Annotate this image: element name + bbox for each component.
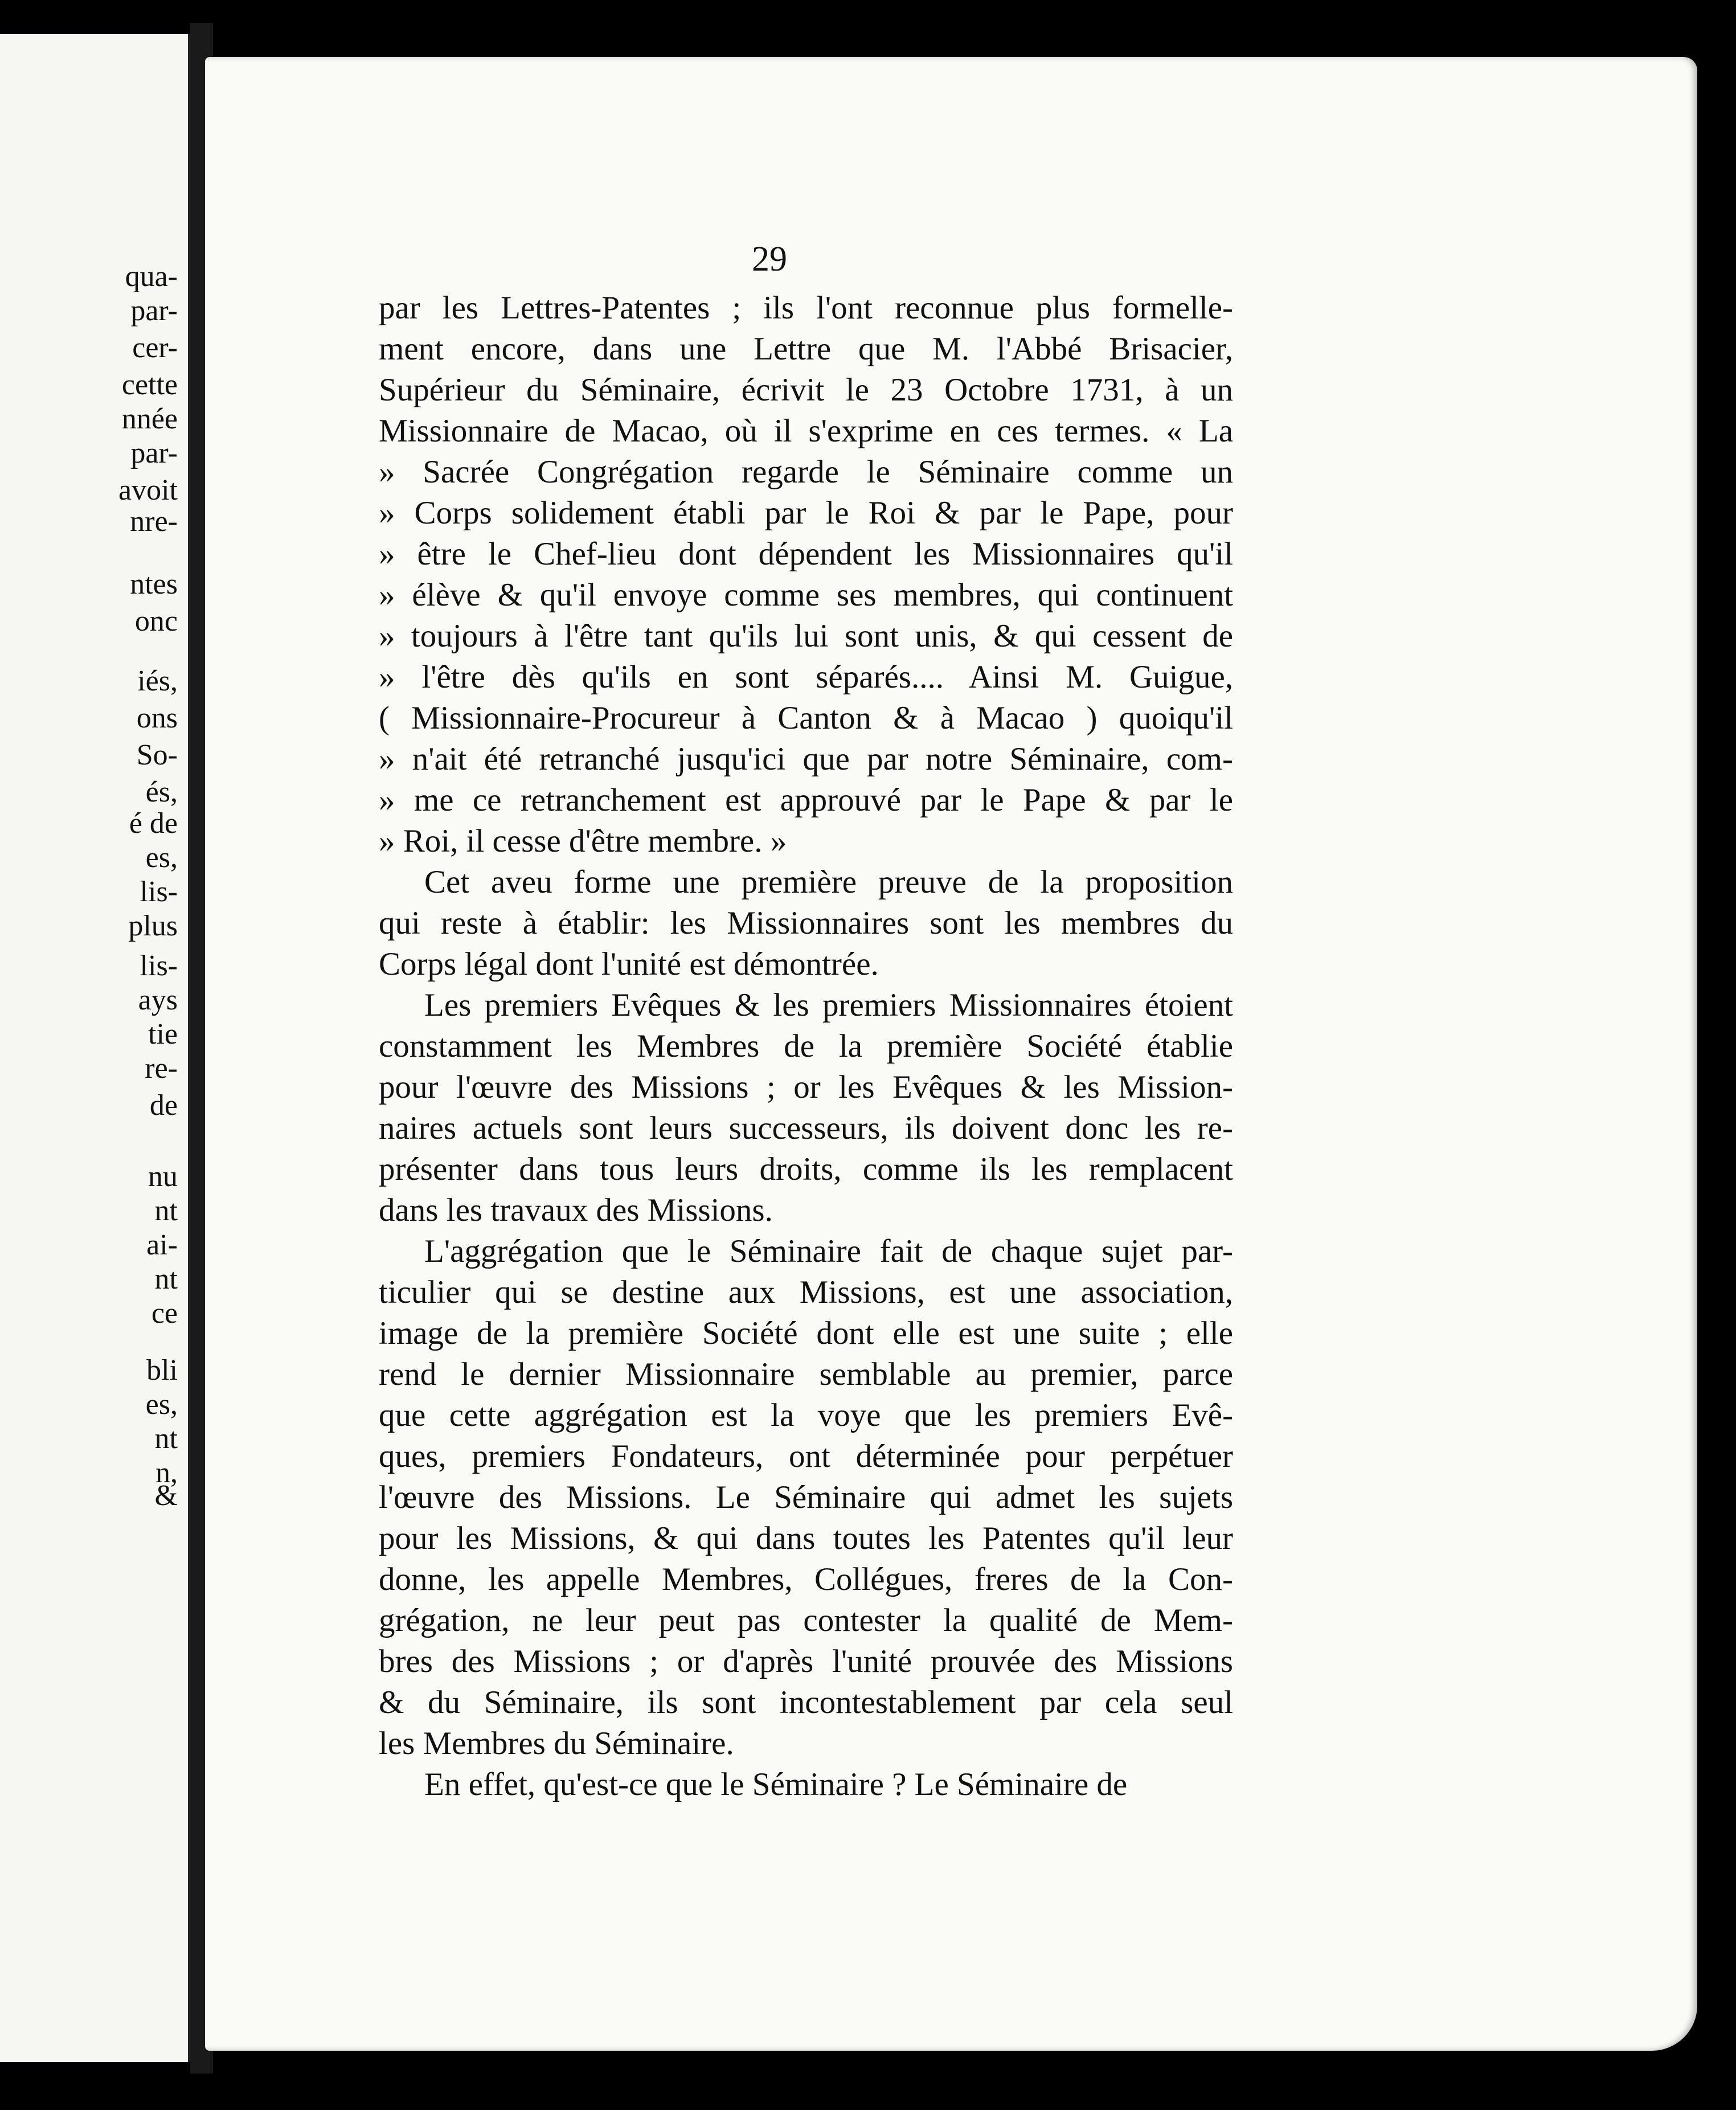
text-line: » être le Chef-lieu dont dépendent les Missionnaires qu'il [379,536,1233,572]
text-line: » toujours à l'être tant qu'ils lui sont unis, & qui cessent de [379,618,1233,654]
paragraph-start: Les premiers Evêques & les premiers Missionnaires étoient [424,987,1233,1023]
facing-page-fragment: ntes [130,568,178,600]
facing-page-fragment: bli [146,1354,178,1387]
text-line: rend le dernier Missionnaire semblable au premier, parce [379,1356,1233,1392]
facing-page-fragment: é de [129,807,178,840]
facing-page-fragment: de [149,1089,178,1122]
text-line: & du Séminaire, ils sont incontestablement par cela seul [379,1684,1233,1720]
facing-page-fragment: nt [154,1263,178,1295]
text-line: les Membres du Séminaire. [379,1725,734,1761]
body-text [379,288,1233,1805]
facing-page-fragment: es, [145,841,178,874]
facing-page-fragment: par- [130,437,178,469]
facing-page-fragment: nt [154,1195,178,1227]
text-line: grégation, ne leur peut pas contester la qualité de Mem- [379,1602,1233,1638]
text-line: » Corps solidement établi par le Roi & par le Pape, pour [379,495,1233,531]
text-line: Supérieur du Séminaire, écrivit le 23 Octobre 1731, à un [379,372,1233,408]
text-line: image de la première Société dont elle est une suite ; elle [379,1315,1233,1351]
text-line: pour l'œuvre des Missions ; or les Evêques & les Mission- [379,1069,1233,1105]
text-line: que cette aggrégation est la voye que les premiers Evê- [379,1397,1233,1433]
facing-page-fragment: avoit [118,474,178,506]
facing-page-fragment: n, [155,1457,178,1489]
text-line: » n'ait été retranché jusqu'ici que par notre Séminaire, com- [379,741,1233,777]
text-line: naires actuels sont leurs successeurs, ils doivent donc les re- [379,1110,1233,1146]
text-line: donne, les appelle Membres, Collégues, freres de la Con- [379,1561,1233,1597]
text-line: » me ce retranchement est approuvé par le Pape & par le [379,782,1233,818]
facing-page-fragment: So- [136,739,178,771]
facing-page-fragment: cette [121,369,178,401]
text-line: ment encore, dans une Lettre que M. l'Abbé Brisacier, [379,331,1233,367]
text-line: qui reste à établir: les Missionnaires sont les membres du [379,905,1233,941]
facing-page-fragment: cer- [132,332,178,364]
text-line: Missionnaire de Macao, où il s'exprime en ces termes. « La [379,413,1233,449]
text-line: » élève & qu'il envoye comme ses membres, qui continuent [379,577,1233,613]
text-line: l'œuvre des Missions. Le Séminaire qui admet les sujets [379,1479,1233,1515]
text-line: constamment les Membres de la première Société établie [379,1028,1233,1064]
facing-page-fragment: és, [145,776,178,808]
facing-page-fragment: es, [145,1388,178,1421]
text-line: » Sacrée Congrégation regarde le Séminaire comme un [379,454,1233,490]
text-line: » l'être dès qu'ils en sont séparés.... Ainsi M. Guigue, [379,659,1233,695]
facing-page-fragment: nnée [121,403,178,435]
facing-page-fragment: nre- [130,505,178,538]
facing-page-fragment: nt [154,1422,178,1455]
facing-page-fragment: ai- [146,1229,178,1261]
facing-page-fragment: ays [138,984,178,1016]
facing-page-fragment: ce [151,1297,178,1330]
facing-page-fragment: onc [134,605,178,637]
text-line: pour les Missions, & qui dans toutes les Patentes qu'il leur [379,1520,1233,1556]
text-line: bres des Missions ; or d'après l'unité prouvée des Missions [379,1643,1233,1679]
facing-page-fragment: re- [145,1052,178,1085]
facing-page-fragment: lis- [140,950,178,982]
text-line: présenter dans tous leurs droits, comme ils les remplacent [379,1151,1233,1187]
facing-page [0,34,190,2062]
facing-page-fragment: nu [148,1160,178,1193]
paragraph-start: L'aggrégation que le Séminaire fait de chaque sujet par- [424,1233,1233,1269]
facing-page-fragment: par- [130,295,178,327]
text-line: dans les travaux des Missions. [379,1192,773,1228]
facing-page-fragment: ons [136,702,178,734]
facing-page-fragment: tie [148,1018,178,1050]
paragraph-start: En effet, qu'est-ce que le Séminaire ? Le Séminaire de [424,1766,1128,1802]
text-line: » Roi, il cesse d'être membre. » [379,823,787,859]
facing-page-fragment: qua- [125,260,178,293]
facing-page-fragment: lis- [140,876,178,908]
facing-page-fragment: plus [128,910,178,942]
text-line: Corps légal dont l'unité est démontrée. [379,946,879,982]
text-line: ticulier qui se destine aux Missions, est une association, [379,1274,1233,1310]
text-line: ques, premiers Fondateurs, ont déterminée pour perpétuer [379,1438,1233,1474]
text-line: par les Lettres-Patentes ; ils l'ont reconnue plus formelle- [379,290,1233,326]
paragraph-start: Cet aveu forme une première preuve de la proposition [424,864,1233,900]
page-number: 29 [752,240,787,279]
text-line: ( Missionnaire-Procureur à Canton & à Macao ) quoiqu'il [379,700,1233,736]
facing-page-fragment: & [154,1479,178,1512]
facing-page-fragment: iés, [137,665,178,697]
